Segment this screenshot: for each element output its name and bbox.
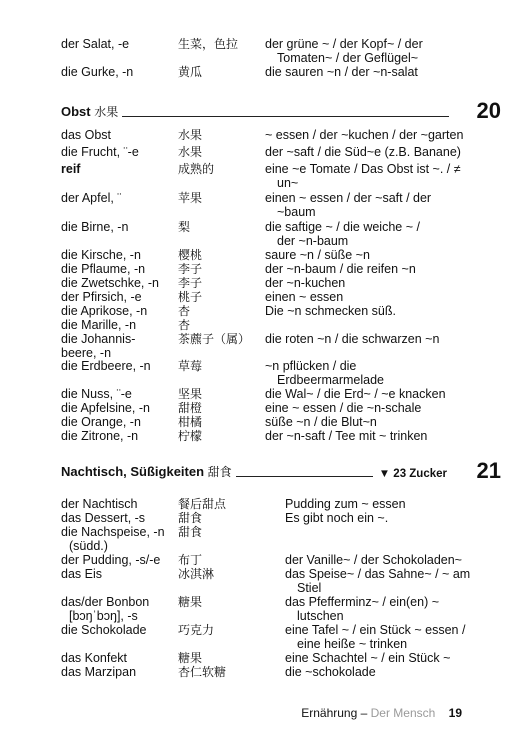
headword: das/der Bonbon [bɔŋˈbɔŋ], -s bbox=[61, 595, 150, 623]
translation: 草莓 bbox=[178, 359, 203, 373]
section-number: 21 bbox=[471, 460, 501, 482]
page-number: 19 bbox=[448, 706, 462, 720]
examples: eine ~e Tomate / Das Obst ist ~. / ≠ un~ bbox=[265, 162, 461, 190]
examples: ~n pflücken / die Erdbeermarmelade bbox=[265, 359, 384, 387]
headword: die Kirsche, -n bbox=[61, 248, 141, 262]
translation: 巧克力 bbox=[178, 623, 215, 637]
headword: die Zwetschke, -n bbox=[61, 276, 159, 290]
headword: die Nachspeise, -n (südd.) bbox=[61, 525, 165, 553]
headword: die Apfelsine, -n bbox=[61, 401, 150, 415]
translation: 布丁 bbox=[178, 553, 203, 567]
translation: 成熟的 bbox=[178, 162, 215, 176]
headword: die Frucht, ¨-e bbox=[61, 145, 139, 159]
translation: 杏 bbox=[178, 304, 191, 318]
examples: die sauren ~n / der ~n-salat bbox=[265, 65, 418, 79]
translation: 李子 bbox=[178, 276, 203, 290]
examples: der grüne ~ / der Kopf~ / der Tomaten~ / der Geflügel~ bbox=[265, 37, 423, 65]
examples: das Pfefferminz~ / ein(en) ~ lutschen bbox=[285, 595, 440, 623]
translation: 冰淇淋 bbox=[178, 567, 215, 581]
examples: ~ essen / der ~kuchen / der ~garten bbox=[265, 128, 464, 142]
headword: das Marzipan bbox=[61, 665, 137, 679]
headword: der Apfel, ¨ bbox=[61, 191, 122, 205]
footer-chapter: Ernährung – bbox=[301, 706, 368, 720]
translation: 杏仁软糖 bbox=[178, 665, 227, 679]
headword: die Erdbeere, -n bbox=[61, 359, 151, 373]
headword: das Konfekt bbox=[61, 651, 128, 665]
headword: der Nachtisch bbox=[61, 497, 138, 511]
translation: 甜食 bbox=[178, 511, 203, 525]
examples: die Wal~ / die Erd~ / ~e knacken bbox=[265, 387, 446, 401]
examples: der ~n-baum / die reifen ~n bbox=[265, 262, 416, 276]
examples: eine Schachtel ~ / ein Stück ~ bbox=[285, 651, 451, 665]
examples: Die ~n schmecken süß. bbox=[265, 304, 396, 318]
headword: das Eis bbox=[61, 567, 102, 581]
translation: 李子 bbox=[178, 262, 203, 276]
translation: 餐后甜点 bbox=[178, 497, 227, 511]
translation: 杏 bbox=[178, 318, 191, 332]
translation: 柠檬 bbox=[178, 429, 203, 443]
headword: die Pflaume, -n bbox=[61, 262, 146, 276]
translation: 水果 bbox=[178, 128, 203, 142]
headword: die Orange, -n bbox=[61, 415, 141, 429]
translation: 桃子 bbox=[178, 290, 203, 304]
translation: 甜橙 bbox=[178, 401, 203, 415]
examples: einen ~ essen / der ~saft / der ~baum bbox=[265, 191, 432, 219]
section-header-obst bbox=[61, 100, 501, 122]
headword: reif bbox=[61, 162, 81, 176]
examples: der Vanille~ / der Schokoladen~ bbox=[285, 553, 462, 567]
examples: eine ~ essen / die ~n-schale bbox=[265, 401, 422, 415]
section-title: Obst 水果 bbox=[61, 103, 122, 120]
headword: das Dessert, -s bbox=[61, 511, 146, 525]
examples: eine Tafel ~ / ein Stück ~ essen / eine heiße ~ trinken bbox=[285, 623, 466, 651]
examples: die roten ~n / die schwarzen ~n bbox=[265, 332, 440, 346]
headword: der Pfirsich, -e bbox=[61, 290, 142, 304]
page-footer bbox=[301, 706, 462, 720]
translation: 茶藨子（属） bbox=[178, 332, 251, 346]
translation: 黄瓜 bbox=[178, 65, 203, 79]
examples: einen ~ essen bbox=[265, 290, 344, 304]
headword: die Aprikose, -n bbox=[61, 304, 148, 318]
headword: der Salat, -e bbox=[61, 37, 130, 51]
section-header-nachtisch bbox=[61, 460, 501, 482]
examples: der ~saft / die Süd~e (z.B. Banane) bbox=[265, 145, 461, 159]
translation: 生菜，色拉 bbox=[178, 37, 239, 51]
translation: 甜食 bbox=[178, 525, 203, 539]
translation: 坚果 bbox=[178, 387, 203, 401]
examples: das Speise~ / das Sahne~ / ~ am Stiel bbox=[285, 567, 471, 595]
headword: die Zitrone, -n bbox=[61, 429, 139, 443]
footer-subchapter: Der Mensch bbox=[370, 706, 436, 720]
section-title: Nachtisch, Süßigkeiten 甜食 bbox=[61, 463, 236, 480]
examples: der ~n-kuchen bbox=[265, 276, 346, 290]
examples: süße ~n / die Blut~n bbox=[265, 415, 377, 429]
translation: 梨 bbox=[178, 220, 191, 234]
headword: die Gurke, -n bbox=[61, 65, 134, 79]
examples: die ~schokolade bbox=[285, 665, 376, 679]
examples: Pudding zum ~ essen bbox=[285, 497, 406, 511]
headword: die Nuss, ¨-e bbox=[61, 387, 132, 401]
translation: 樱桃 bbox=[178, 248, 203, 262]
examples: die saftige ~ / die weiche ~ / der ~n-baum bbox=[265, 220, 420, 248]
examples: Es gibt noch ein ~. bbox=[285, 511, 389, 525]
examples: der ~n-saft / Tee mit ~ trinken bbox=[265, 429, 428, 443]
translation: 苹果 bbox=[178, 191, 203, 205]
translation: 糖果 bbox=[178, 595, 203, 609]
headword: die Schokolade bbox=[61, 623, 147, 637]
headword: die Marille, -n bbox=[61, 318, 137, 332]
headword: die Johannis- beere, -n bbox=[61, 332, 136, 360]
section-number: 20 bbox=[471, 100, 501, 122]
translation: 糖果 bbox=[178, 651, 203, 665]
headword: die Birne, -n bbox=[61, 220, 129, 234]
translation: 水果 bbox=[178, 145, 203, 159]
examples: saure ~n / süße ~n bbox=[265, 248, 370, 262]
headword: der Pudding, -s/-e bbox=[61, 553, 161, 567]
headword: das Obst bbox=[61, 128, 112, 142]
cross-reference-link[interactable]: ▼ 23 Zucker bbox=[375, 468, 447, 480]
translation: 柑橘 bbox=[178, 415, 203, 429]
